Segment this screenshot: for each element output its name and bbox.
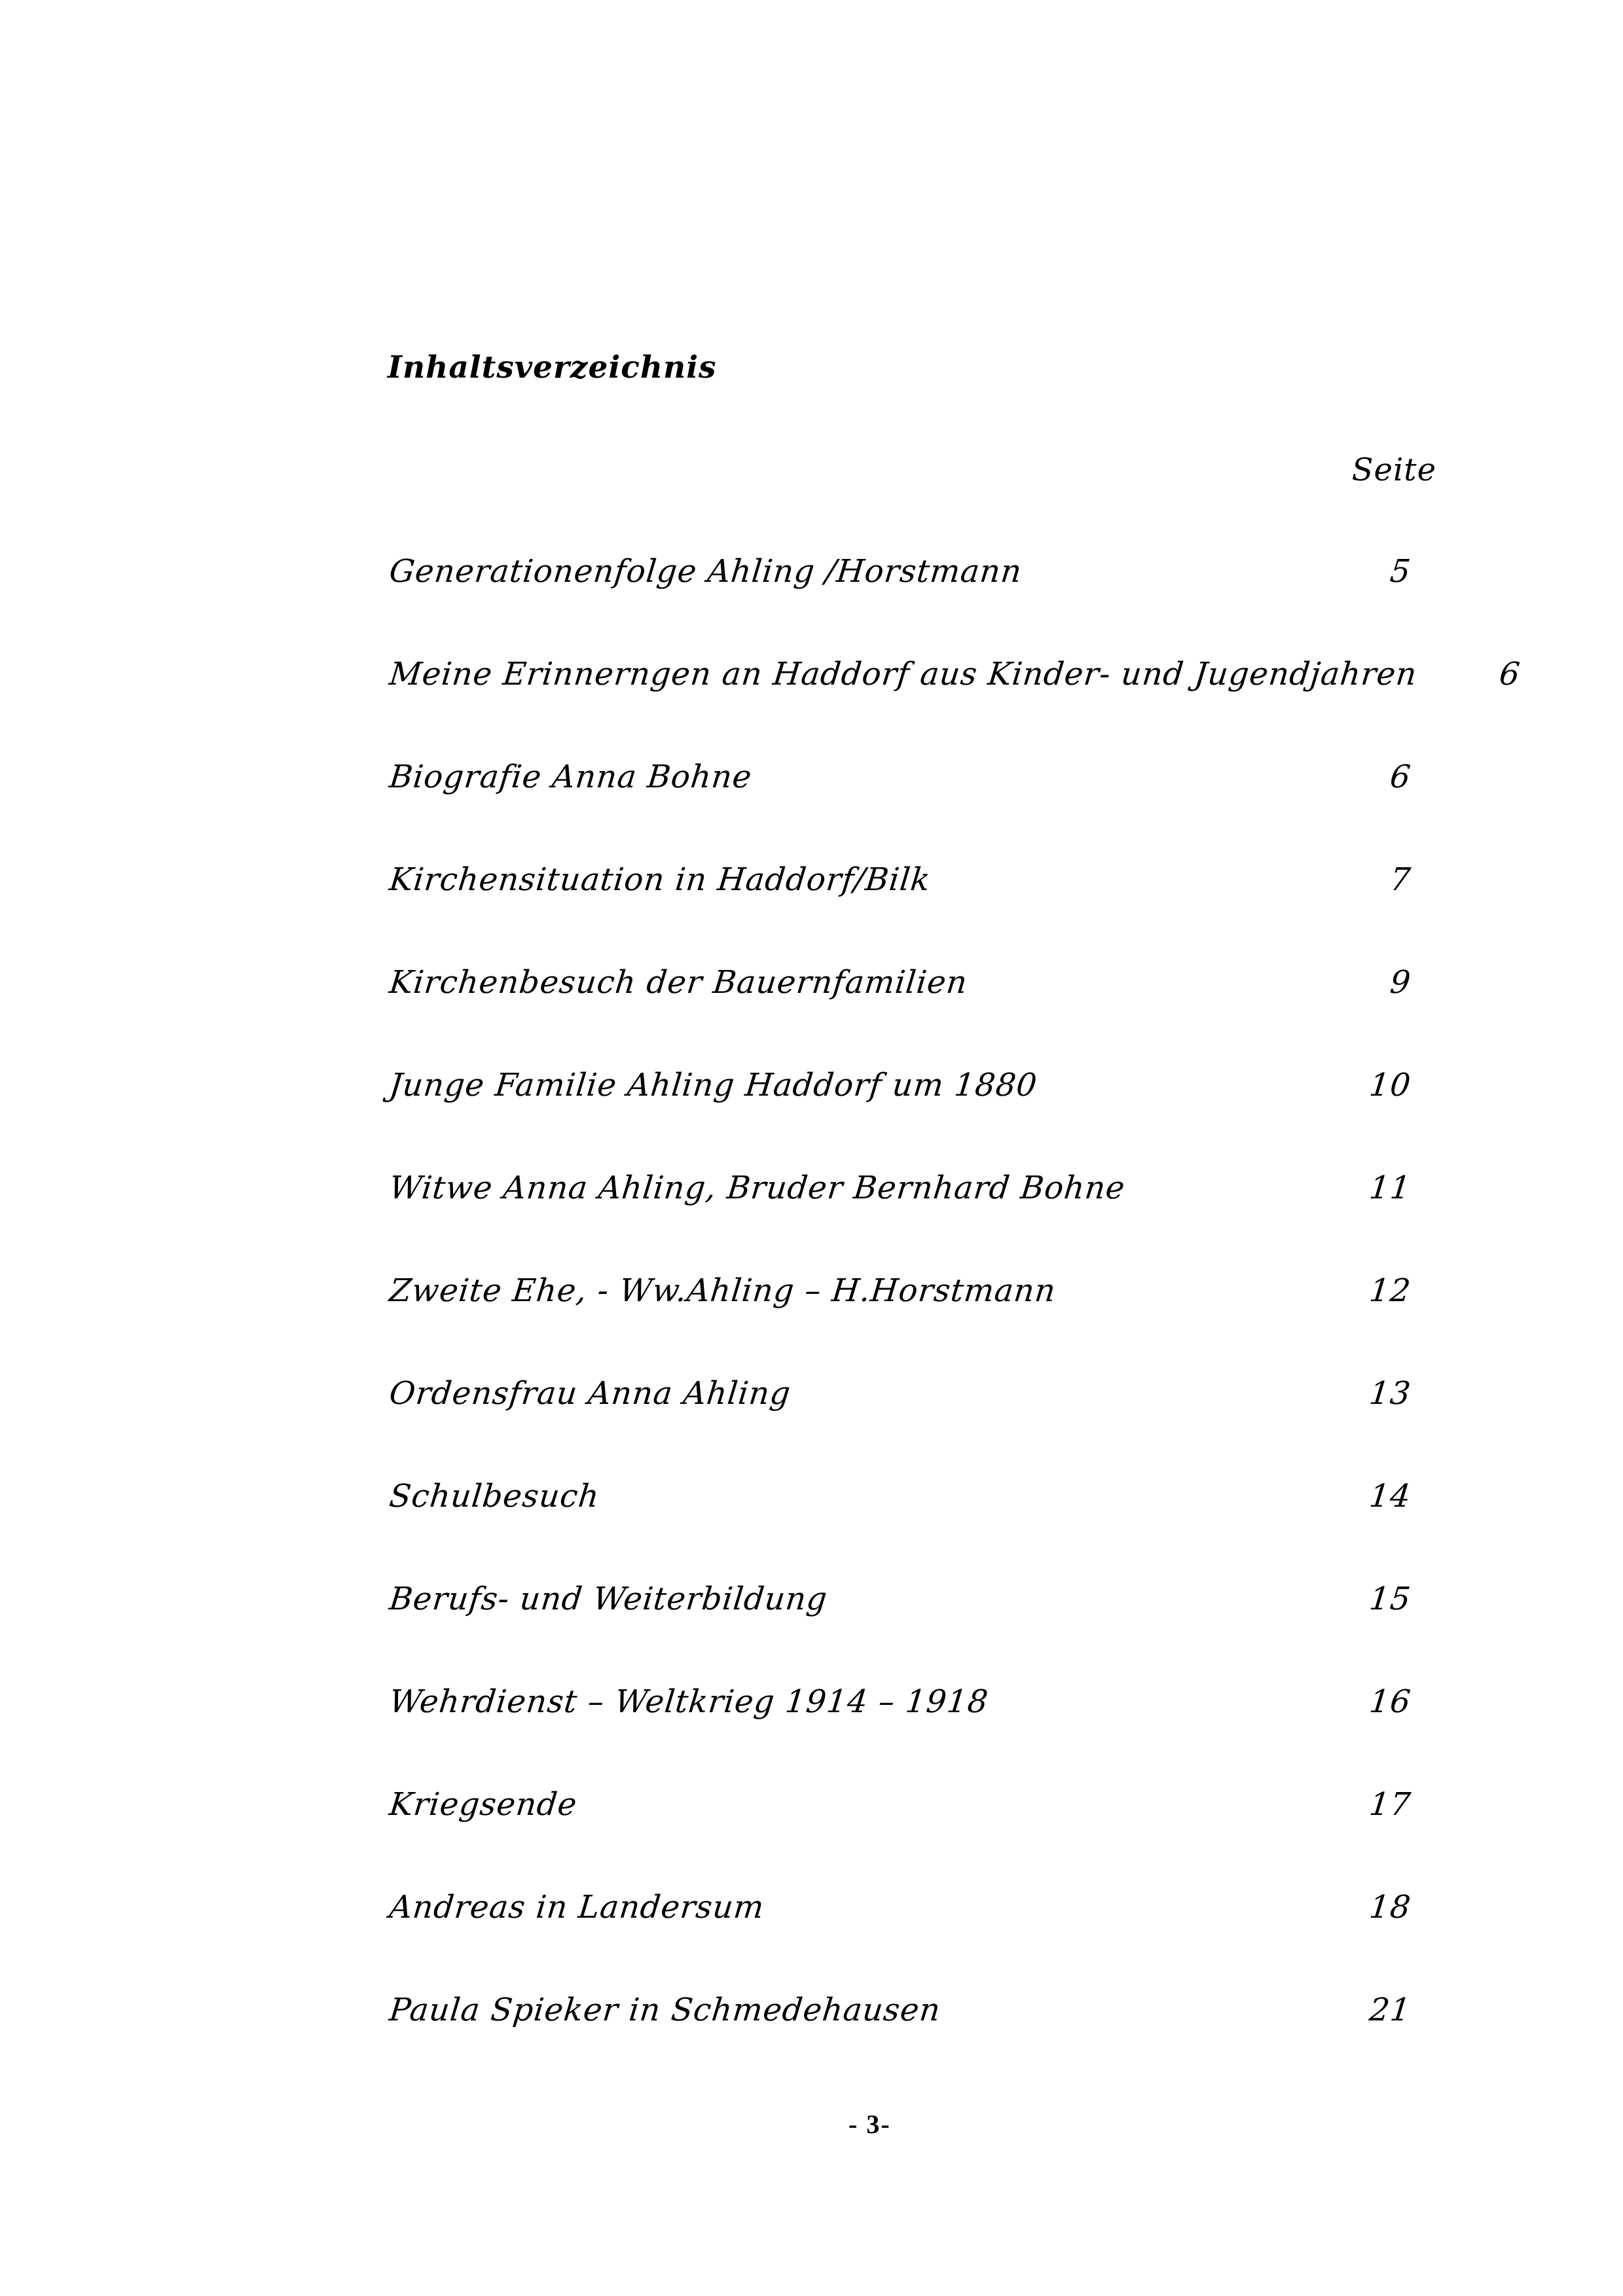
toc-row <box>388 553 1436 656</box>
toc-entry-label: Berufs- und Weiterbildung <box>388 1581 830 1617</box>
toc-entry-label: Ordensfrau Anna Ahling <box>388 1375 793 1412</box>
toc-entry-label: Meine Erinnerngen an Haddorf aus Kinder- und Jugendjahren <box>388 656 1419 692</box>
toc-entry-label: Generationenfolge Ahling /Horstmann <box>388 553 1024 590</box>
toc-entry-page-number: 18 <box>1367 1889 1413 1926</box>
toc-row <box>388 1375 1436 1478</box>
toc-entry-label: Zweite Ehe, - Ww.Ahling – H.Horstmann <box>388 1272 1058 1309</box>
toc-entry-label: Paula Spieker in Schmedehausen <box>388 1992 943 2028</box>
toc-row <box>388 1067 1436 1170</box>
toc-entry-page-number: 21 <box>1367 1992 1413 2028</box>
toc-entry-page-number: 12 <box>1367 1272 1413 1309</box>
toc-row <box>388 656 1523 759</box>
toc-entry-page-number: 15 <box>1367 1581 1413 1617</box>
table-of-contents <box>388 553 1523 2094</box>
toc-row <box>388 1992 1436 2094</box>
toc-row <box>388 1786 1436 1889</box>
toc-entry-label: Biografie Anna Bohne <box>388 759 754 795</box>
toc-entry-label: Wehrdienst – Weltkrieg 1914 – 1918 <box>388 1683 991 1720</box>
toc-entry-page-number: 7 <box>1388 861 1413 898</box>
toc-entry-page-number: 13 <box>1367 1375 1413 1412</box>
toc-entry-label: Kirchenbesuch der Bauernfamilien <box>388 964 970 1001</box>
toc-entry-label: Andreas in Landersum <box>388 1889 767 1926</box>
toc-row <box>388 861 1436 964</box>
toc-row <box>388 1889 1436 1992</box>
toc-entry-page-number: 6 <box>1497 656 1523 692</box>
toc-row <box>388 759 1436 861</box>
toc-entry-page-number: 11 <box>1367 1170 1413 1206</box>
toc-entry-page-number: 16 <box>1367 1683 1413 1720</box>
toc-entry-page-number: 5 <box>1388 553 1413 590</box>
toc-entry-page-number: 14 <box>1367 1478 1413 1515</box>
toc-row <box>388 964 1436 1067</box>
toc-entry-label: Witwe Anna Ahling, Bruder Bernhard Bohne <box>388 1170 1127 1206</box>
toc-entry-label: Kirchensituation in Haddorf/Bilk <box>388 861 932 898</box>
toc-entry-label: Junge Familie Ahling Haddorf um 1880 <box>388 1067 1040 1103</box>
toc-entry-page-number: 17 <box>1367 1786 1413 1823</box>
page-number-column-header: Seite <box>1351 452 1436 488</box>
page-title: Inhaltsverzeichnis <box>388 350 717 386</box>
toc-row <box>388 1272 1436 1375</box>
toc-entry-page-number: 10 <box>1367 1067 1413 1103</box>
toc-entry-label: Schulbesuch <box>388 1478 602 1515</box>
toc-row <box>388 1170 1436 1272</box>
toc-entry-page-number: 9 <box>1388 964 1413 1001</box>
toc-row <box>388 1478 1436 1581</box>
toc-entry-page-number: 6 <box>1388 759 1413 795</box>
toc-entry-label: Kriegsende <box>388 1786 579 1823</box>
toc-row <box>388 1683 1436 1786</box>
toc-row <box>388 1581 1436 1683</box>
footer-page-number: - 3- <box>848 2109 891 2139</box>
